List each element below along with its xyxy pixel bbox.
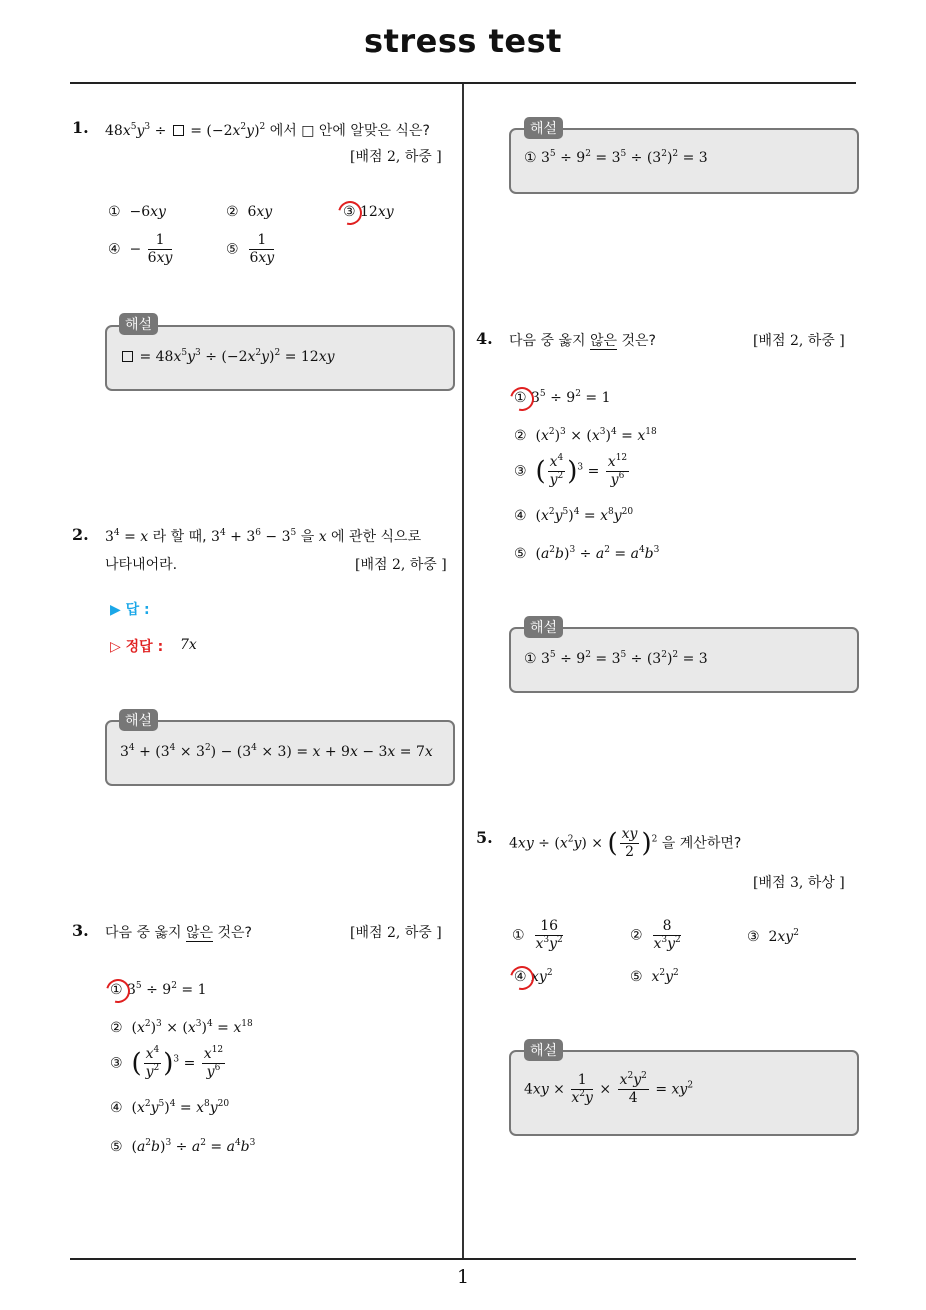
q5-option-5[interactable]: ⑤ $x^2y^2$ bbox=[630, 968, 679, 985]
question-4-text: 다음 중 옳지 않은 것은? bbox=[509, 333, 656, 349]
q1-option-4[interactable]: ④ − $\frac{1}{6xy}$ bbox=[108, 232, 173, 266]
q3-option-3[interactable]: ③ ( $\frac{x^4}{y^2}$ )$^3$ = $\frac{x^{12}}{y^6}$ bbox=[110, 1045, 224, 1080]
question-4-meta: [배점 2, 하중 ] bbox=[753, 333, 845, 349]
question-1-meta: [배점 2, 하중 ] bbox=[350, 149, 442, 165]
q2-explanation-tag: 해설 bbox=[119, 709, 158, 731]
question-3-number: 3. bbox=[72, 921, 89, 940]
answer-mark-circle bbox=[334, 197, 367, 230]
question-1-text: $48x^5y^3$ ÷ = $(-2x^2y)^2$ 에서 □ 안에 알맞은 식은? bbox=[105, 122, 430, 139]
question-3-meta: [배점 2, 하중 ] bbox=[350, 925, 442, 941]
q1-explanation-tag: 해설 bbox=[119, 313, 158, 335]
answer-field-label[interactable]: ▶ 답 : bbox=[110, 602, 150, 618]
q2-explanation-box: $3^4 + (3^4 \times 3^2) - (3^4 \times 3) = x + 9x - 3x = 7x$ bbox=[105, 720, 455, 786]
q3-explanation-box: ① $3^5 \div 9^2 = 3^5 \div (3^2)^2 = 3$ bbox=[509, 128, 859, 194]
question-4-number: 4. bbox=[476, 329, 493, 348]
q4-explanation-box: ① $3^5 \div 9^2 = 3^5 \div (3^2)^2 = 3$ bbox=[509, 627, 859, 693]
q3-explanation-tag: 해설 bbox=[524, 117, 563, 139]
q3-option-5[interactable]: ⑤ $(a^2b)^3 \div a^2 = a^4b^3$ bbox=[110, 1138, 256, 1155]
q3-option-1[interactable]: ① $3^5 \div 9^2 = 1$ bbox=[110, 981, 207, 998]
q5-option-2[interactable]: ② $\frac{8}{x^3y^2}$ bbox=[630, 918, 681, 952]
page-number: 1 bbox=[456, 1266, 470, 1288]
answer-mark-circle bbox=[102, 975, 135, 1008]
correct-answer-value: 7x bbox=[180, 637, 197, 653]
question-2-number: 2. bbox=[72, 525, 89, 544]
q5-option-3[interactable]: ③ $2xy^2$ bbox=[747, 928, 799, 945]
answer-mark-circle bbox=[506, 383, 539, 416]
q4-option-5[interactable]: ⑤ $(a^2b)^3 \div a^2 = a^4b^3$ bbox=[514, 545, 660, 562]
q4-explanation-tag: 해설 bbox=[524, 616, 563, 638]
q5-explanation-tag: 해설 bbox=[524, 1039, 563, 1061]
q5-option-1[interactable]: ① $\frac{16}{x^3y^2}$ bbox=[512, 918, 563, 952]
q1-option-1[interactable]: ① −6xy bbox=[108, 204, 166, 220]
q1-explanation-box: = $48x^5y^3 \div (-2x^2y)^2 = 12xy$ bbox=[105, 325, 455, 391]
bottom-rule bbox=[70, 1258, 856, 1260]
question-1-number: 1. bbox=[72, 118, 89, 137]
question-5-meta: [배점 3, 하상 ] bbox=[753, 875, 845, 891]
q1-option-2[interactable]: ② 6xy bbox=[226, 204, 273, 220]
q3-option-4[interactable]: ④ $(x^2y^5)^4 = x^8y^{20}$ bbox=[110, 1099, 230, 1116]
q4-option-4[interactable]: ④ $(x^2y^5)^4 = x^8y^{20}$ bbox=[514, 507, 634, 524]
q1-option-3[interactable]: ③ 12xy bbox=[343, 204, 394, 220]
q5-option-4[interactable]: ④ $xy^2$ bbox=[514, 968, 553, 985]
question-2-text-line2: 나타내어라. bbox=[105, 557, 178, 573]
q4-option-1[interactable]: ① $3^5 \div 9^2 = 1$ bbox=[514, 389, 611, 406]
question-5-number: 5. bbox=[476, 828, 493, 847]
question-3-text: 다음 중 옳지 않은 것은? bbox=[105, 925, 252, 941]
q1-option-5[interactable]: ⑤ $\frac{1}{6xy}$ bbox=[226, 232, 275, 266]
correct-answer-label: ▷ 정답 : bbox=[110, 639, 164, 655]
question-2-text-line1: $3^4 = x$ 라 할 때, $3^4 + 3^6 - 3^5$ 을 x 에 관한 식으로 bbox=[105, 528, 422, 545]
q3-option-2[interactable]: ② $(x^2)^3 \times (x^3)^4 = x^{18}$ bbox=[110, 1019, 253, 1036]
q4-option-3[interactable]: ③ ( $\frac{x^4}{y^2}$ )$^3$ = $\frac{x^{12}}{y^6}$ bbox=[514, 453, 628, 488]
page-title: stress test bbox=[364, 22, 562, 60]
column-divider bbox=[462, 84, 464, 1259]
q5-explanation-box: 4xy × $\frac{1}{x^2y}$ × $\frac{x^2y^2}{4}$ = $xy^2$ bbox=[509, 1050, 859, 1136]
q4-option-2[interactable]: ② $(x^2)^3 \times (x^3)^4 = x^{18}$ bbox=[514, 427, 657, 444]
question-5-text: $4xy \div (x^2y)$ × ( $\frac{xy}{2}$ )$^2$ 을 계산하면? bbox=[509, 826, 742, 860]
question-2-meta: [배점 2, 하중 ] bbox=[355, 557, 447, 573]
answer-mark-circle bbox=[506, 962, 539, 995]
